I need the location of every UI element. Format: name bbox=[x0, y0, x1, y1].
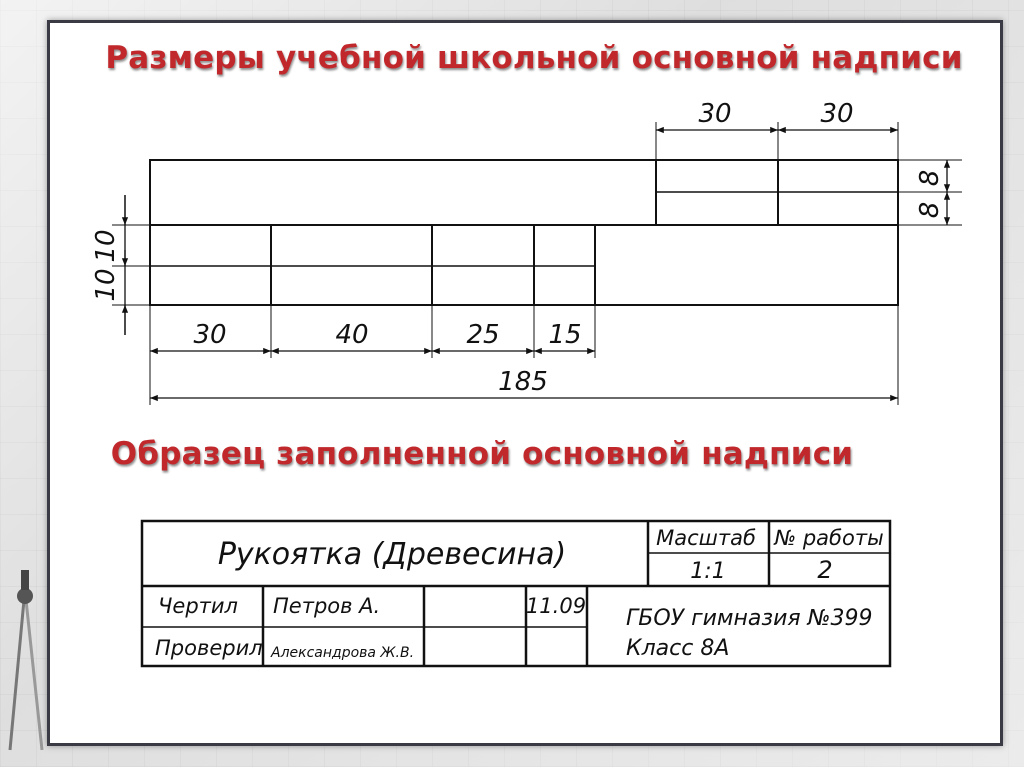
checked-label: Проверил bbox=[155, 636, 263, 660]
dim-label-30: 30 bbox=[193, 320, 227, 350]
date: 11.09 bbox=[525, 594, 587, 618]
checked-name: Александрова Ж.В. bbox=[271, 645, 415, 661]
dim-label-left-10-top: 10 bbox=[91, 229, 121, 263]
dim-label-40: 40 bbox=[335, 320, 369, 350]
dim-label-left-10-bottom: 10 bbox=[91, 268, 121, 302]
dim-label-25: 25 bbox=[466, 320, 500, 350]
work-number-label: № работы bbox=[774, 526, 884, 550]
dim-label-right-8-bottom: 8 bbox=[915, 201, 945, 219]
sample-title: Рукоятка (Древесина) bbox=[217, 537, 567, 572]
school-name: ГБОУ гимназия №399 bbox=[626, 606, 873, 631]
sample-heading: Образец заполненной основной надписи bbox=[110, 436, 854, 472]
dim-label-right-8-top: 8 bbox=[915, 169, 945, 187]
drew-name: Петров А. bbox=[273, 594, 381, 618]
scale-label: Масштаб bbox=[656, 526, 756, 550]
dim-label-top-30-b: 30 bbox=[820, 99, 854, 129]
scale-value: 1:1 bbox=[690, 559, 726, 584]
drew-label: Чертил bbox=[158, 594, 238, 618]
dim-label-top-30-a: 30 bbox=[698, 99, 732, 129]
work-number-value: 2 bbox=[817, 556, 833, 584]
dimensions-heading: Размеры учебной школьной основной надписи bbox=[105, 40, 963, 76]
dim-label-185: 185 bbox=[498, 367, 548, 397]
class-name: Класс 8А bbox=[626, 636, 730, 661]
dim-label-15: 15 bbox=[548, 320, 582, 350]
